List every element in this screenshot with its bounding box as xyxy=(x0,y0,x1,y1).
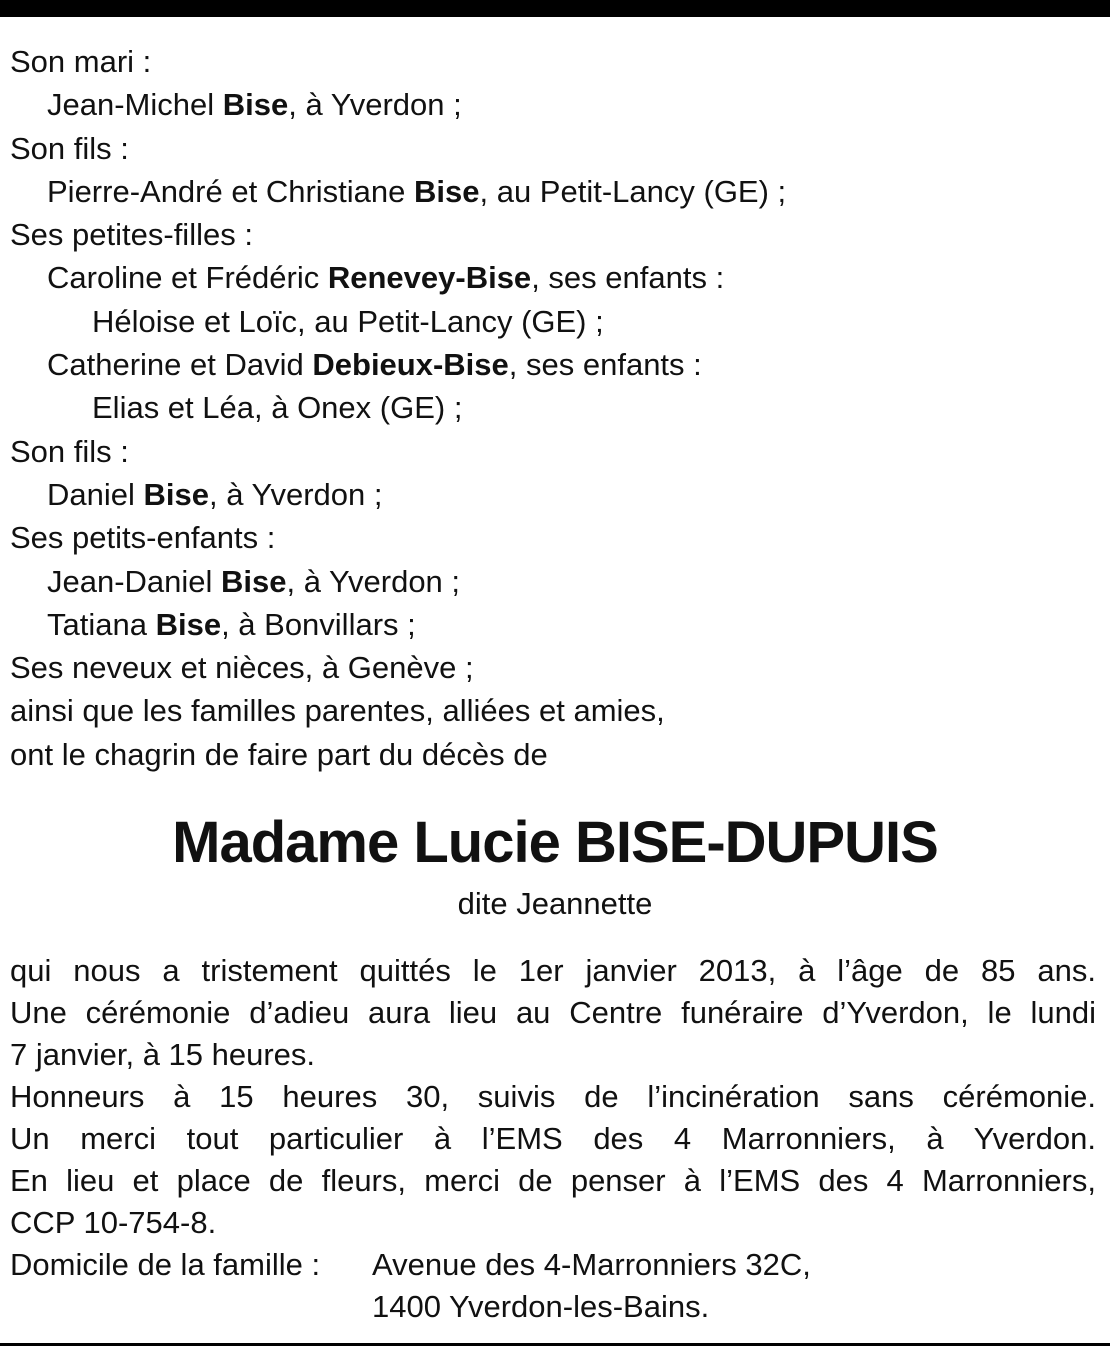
grandchildren-label: Ses petits-enfants : xyxy=(10,520,276,556)
granddaughter2-surname: Debieux-Bise xyxy=(312,347,509,383)
details-line-1: qui nous a tristement quittés le 1er janvier 2013, à l’âge de 85 ans. xyxy=(10,953,1096,988)
husband-name: Jean-Michel xyxy=(47,87,223,123)
husband-entry xyxy=(10,83,1100,126)
son1-entry xyxy=(10,170,1100,213)
granddaughters-label: Ses petites-filles : xyxy=(10,217,253,253)
son2-entry xyxy=(10,473,1100,516)
address-line-2: 1400 Yverdon-les-Bains. xyxy=(372,1289,710,1324)
deceased-nickname: dite Jeannette xyxy=(457,886,653,921)
granddaughter2-entry xyxy=(10,343,1100,386)
details-line-4: Honneurs à 15 heures 30, suivis de l’incinération sans cérémonie. xyxy=(10,1079,1096,1114)
grandchild2-surname: Bise xyxy=(155,606,222,642)
son1-location: , au Petit-Lancy (GE) ; xyxy=(479,173,787,209)
grandchild1-entry xyxy=(10,560,1100,603)
son1-label: Son fils : xyxy=(10,130,129,166)
son2-surname: Bise xyxy=(143,476,209,512)
details-line-6: En lieu et place de fleurs, merci de penser à l’EMS des 4 Marronniers, xyxy=(10,1163,1096,1198)
grandchild1-location: , à Yverdon ; xyxy=(286,563,461,599)
husband-location: , à Yverdon ; xyxy=(288,87,462,123)
husband-surname: Bise xyxy=(222,87,289,123)
son1-name: Pierre-André et Christiane xyxy=(47,173,414,209)
son2-name: Daniel xyxy=(47,476,144,512)
details-block xyxy=(10,950,1096,1328)
grandchild2-location: , à Bonvillars ; xyxy=(221,606,416,642)
deceased-name: Madame Lucie BISE-DUPUIS xyxy=(172,810,938,875)
granddaughter2-name: Catherine et David xyxy=(47,347,313,383)
grandchild2-entry xyxy=(10,603,1100,646)
granddaughter1-name: Caroline et Frédéric xyxy=(47,260,328,296)
son2-location: , à Yverdon ; xyxy=(208,476,383,512)
domicile-label: Domicile de la famille : xyxy=(10,1247,321,1282)
grandchild1-name: Jean-Daniel xyxy=(47,563,222,599)
son2-label: Son fils : xyxy=(10,433,129,469)
details-line-5: Un merci tout particulier à l’EMS des 4 Marronniers, à Yverdon. xyxy=(10,1121,1096,1156)
granddaughter1-entry xyxy=(10,256,1100,299)
granddaughter1-surname: Renevey-Bise xyxy=(327,260,532,296)
families-line: ainsi que les familles parentes, alliées et amies, xyxy=(10,693,665,729)
domicile-block xyxy=(10,1244,1096,1328)
grandchild2-name: Tatiana xyxy=(47,606,156,642)
details-line-3: 7 janvier, à 15 heures. xyxy=(10,1037,316,1072)
husband-label: Son mari : xyxy=(10,44,152,79)
address-line-1: Avenue des 4-Marronniers 32C, xyxy=(372,1247,811,1282)
family-list xyxy=(10,40,1100,776)
top-rule xyxy=(0,0,1110,17)
granddaughter1-suffix: , ses enfants : xyxy=(531,260,725,296)
granddaughter1-children: Héloise et Loïc, au Petit-Lancy (GE) ; xyxy=(92,303,604,339)
nephews-line: Ses neveux et nièces, à Genève ; xyxy=(10,650,474,686)
granddaughter2-children: Elias et Léa, à Onex (GE) ; xyxy=(92,390,463,426)
son1-surname: Bise xyxy=(414,173,480,209)
grandchild1-surname: Bise xyxy=(221,563,287,599)
announce-line: ont le chagrin de faire part du décès de xyxy=(10,736,548,772)
bottom-rule xyxy=(0,1343,1110,1346)
details-line-2: Une cérémonie d’adieu aura lieu au Centre funéraire d’Yverdon, le lundi xyxy=(10,995,1096,1030)
granddaughter2-suffix: , ses enfants : xyxy=(508,347,702,383)
domicile-address xyxy=(372,1244,811,1328)
details-line-7: CCP 10-754-8. xyxy=(10,1205,217,1240)
